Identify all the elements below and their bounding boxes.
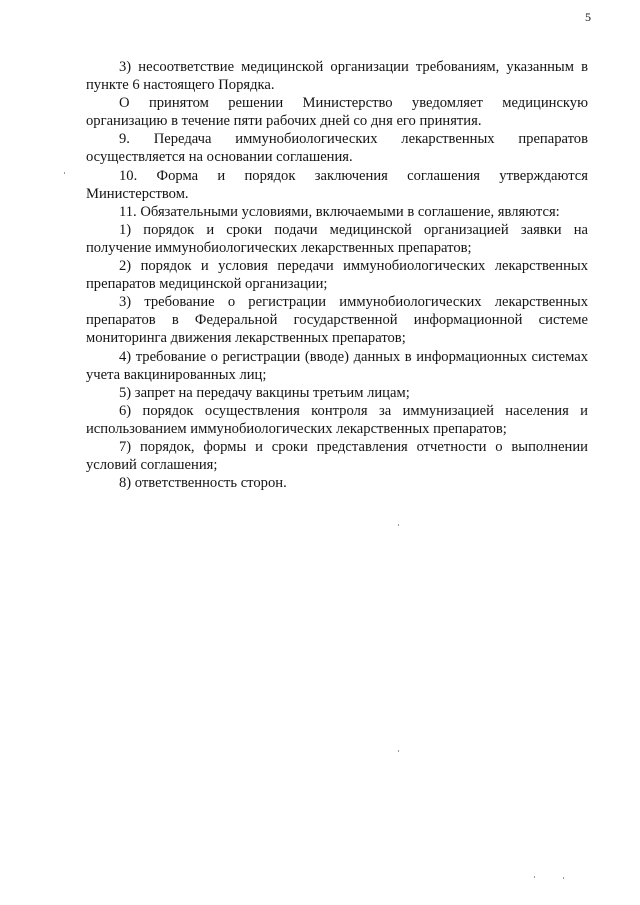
list-item-7: 7) порядок, формы и сроки представления отчетности о выполнении условий соглашения; <box>86 438 588 474</box>
scan-speck <box>398 750 399 752</box>
paragraph-ministry-notice: О принятом решении Министерство уведомляет медицинскую организацию в течение пяти рабочих дней со дня его принятия. <box>86 95 588 130</box>
scan-speck <box>64 172 65 174</box>
paragraph-section-9: 9. Передача иммунобиологических лекарственных препаратов осуществляется на основании соглашения. <box>86 131 588 166</box>
list-item-6: 6) порядок осуществления контроля за иммунизацией населения и использованием иммунобиологических лекарственных препаратов; <box>86 402 588 437</box>
page-number: 5 <box>585 10 591 24</box>
list-item-3: 3) требование о регистрации иммунобиологических лекарственных препаратов в Федеральной государственной информационной системе мониторинга движения лекарственных препаратов; <box>86 294 588 347</box>
document-body <box>86 58 588 492</box>
list-item-8: 8) ответственность сторон. <box>119 475 287 492</box>
scan-speck <box>398 524 399 526</box>
list-item-2: 2) порядок и условия передачи иммунобиологических лекарственных препаратов медицинской организации; <box>86 258 588 293</box>
paragraph-section-10: 10. Форма и порядок заключения соглашения утверждаются Министерством. <box>86 167 588 202</box>
scan-speck <box>563 877 564 879</box>
paragraph-item-3-cont: 3) несоответствие медицинской организации требованиям, указанным в пункте 6 настоящего Порядка. <box>86 59 588 94</box>
list-item-4: 4) требование о регистрации (вводе) данных в информационных системах учета вакцинированных лиц; <box>86 348 588 383</box>
list-item-5: 5) запрет на передачу вакцины третьим лицам; <box>119 384 410 401</box>
paragraph-section-11: 11. Обязательными условиями, включаемыми в соглашение, являются: <box>119 203 560 220</box>
list-item-1: 1) порядок и сроки подачи медицинской организацией заявки на получение иммунобиологических лекарственных препаратов; <box>86 221 588 256</box>
scan-speck <box>534 876 535 878</box>
